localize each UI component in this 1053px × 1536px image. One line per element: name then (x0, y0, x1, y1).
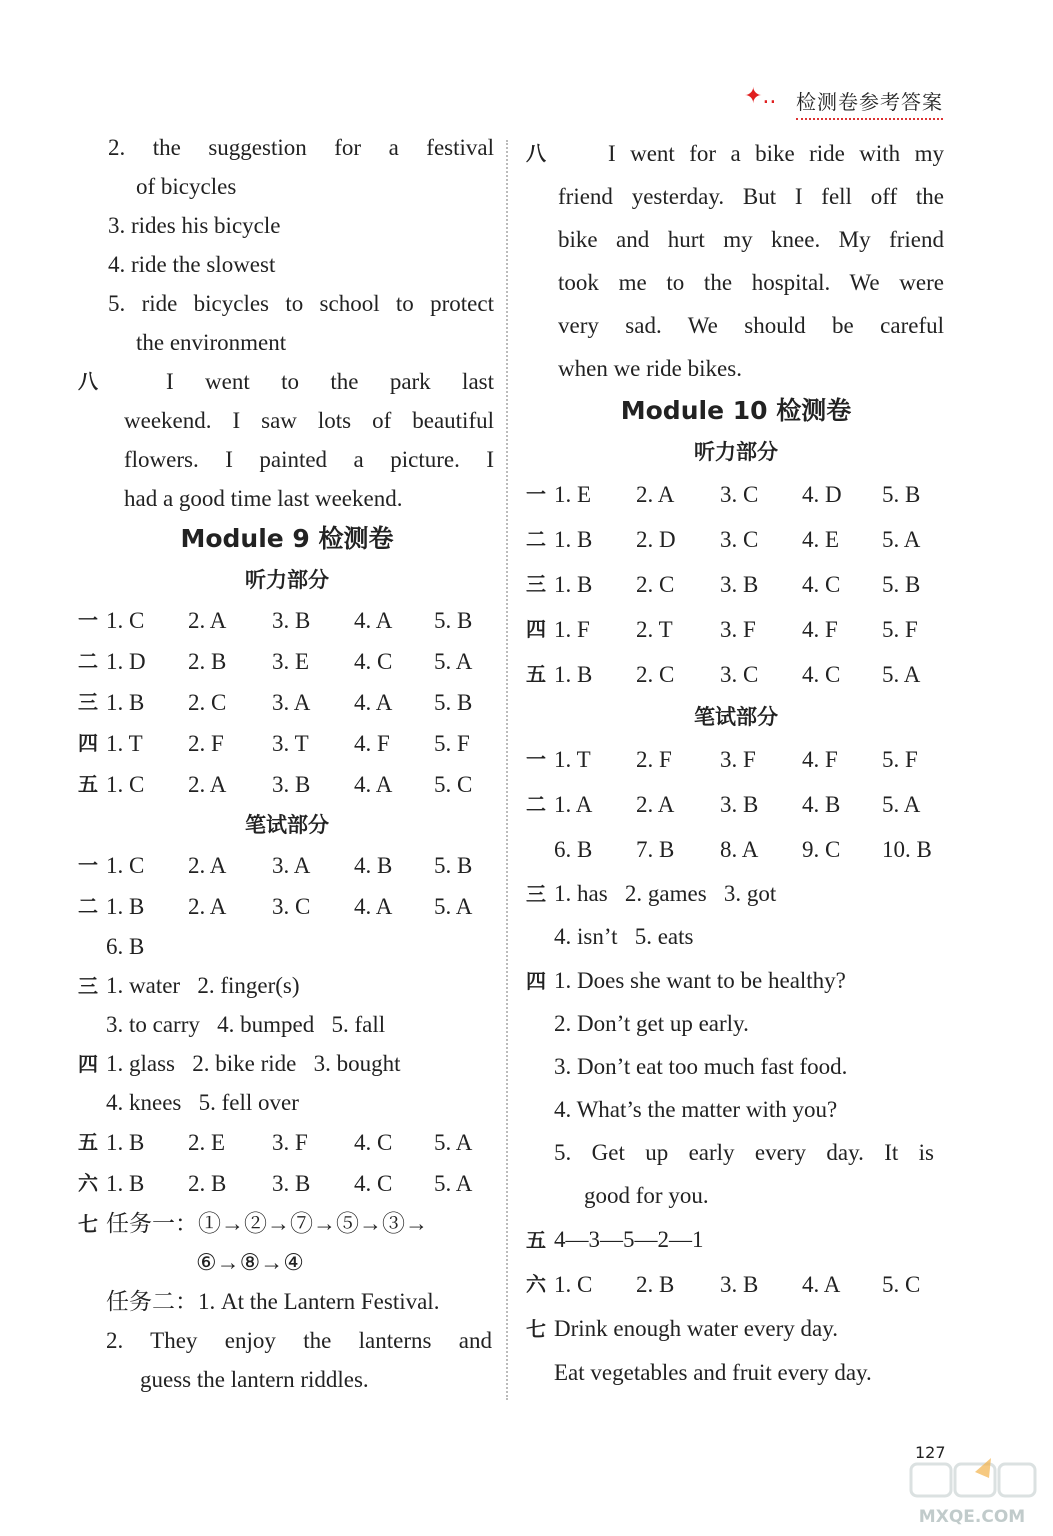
section-san (526, 872, 946, 915)
answer-row (78, 641, 496, 682)
answer: 1. C (106, 853, 145, 878)
paragraph-line: very sad. We should be careful (558, 313, 944, 338)
answer: 4. F (802, 617, 838, 642)
answer: 4. A (802, 1272, 841, 1297)
row-label: 三 (78, 690, 98, 714)
answer: 7. B (636, 837, 675, 862)
paragraph-line: when we ride bikes. (558, 356, 742, 381)
answer: 5. B (434, 853, 473, 878)
paragraph-line: friend yesterday. But I fell off the (558, 184, 944, 209)
task-two-answer: 2. They enjoy the lanterns and (106, 1328, 492, 1353)
answer-text: 1. glass 2. bike ride 3. bought (106, 1051, 401, 1076)
answer: 4. A (354, 772, 393, 797)
answer: 1. C (554, 1272, 593, 1297)
task-one-text: 任务一：①→②→⑦→⑤→③→ (106, 1211, 428, 1236)
answer: 3. B (272, 608, 311, 633)
row-label: 一 (526, 482, 546, 506)
section-wu (526, 1217, 946, 1262)
answer: 6. B (106, 934, 145, 959)
answer-text: good for you. (584, 1183, 709, 1208)
answer: 5. B (882, 482, 921, 507)
answer: 5. F (434, 731, 470, 756)
row-label: 三 (78, 974, 98, 998)
page-header-title: 检测卷参考答案 (796, 86, 943, 120)
answer: 1. A (554, 792, 593, 817)
answer: 5. A (434, 649, 473, 674)
row-label: 二 (526, 527, 546, 551)
section-label: 八 (526, 141, 546, 165)
answer-row (78, 1163, 496, 1204)
paragraph-line: bike and hurt my knee. My friend (558, 227, 944, 252)
row-label: 二 (78, 649, 98, 673)
answer-row (78, 886, 496, 927)
answer: 4. C (354, 649, 393, 674)
answer: 5. B (434, 608, 473, 633)
answer-line: 5. ride bicycles to school to protect (108, 291, 494, 316)
answer-line: of bicycles (136, 174, 237, 199)
answer: 3. A (272, 690, 311, 715)
answer: 2. B (188, 1171, 227, 1196)
row-label: 四 (78, 731, 98, 755)
answer-text: 4. What’s the matter with you? (554, 1097, 838, 1122)
row-label: 一 (526, 747, 546, 771)
answer: 3. F (272, 1130, 308, 1155)
row-label: 三 (526, 882, 546, 906)
answer: 2. B (188, 649, 227, 674)
answer: 1. B (554, 527, 593, 552)
answer: 2. A (188, 608, 227, 633)
answer: 5. F (882, 747, 918, 772)
answer: 9. C (802, 837, 841, 862)
answer: 4. D (802, 482, 842, 507)
answer: 2. E (188, 1130, 226, 1155)
writing-title: 笔试部分 (245, 813, 329, 837)
watermark-text: MXQE.COM (918, 1507, 1026, 1527)
answer-line: the environment (136, 330, 287, 355)
task-two-text: 任务二：1. At the Lantern Festival. (106, 1289, 440, 1314)
answer: 5. B (882, 572, 921, 597)
answer: 2. A (636, 482, 675, 507)
paragraph-line: I went for a bike ride with my (608, 141, 944, 166)
row-label: 五 (526, 1228, 546, 1252)
answer-text: 1. has 2. games 3. got (554, 881, 777, 906)
answer: 1. E (554, 482, 592, 507)
answer: 5. A (434, 894, 473, 919)
answer: 1. B (106, 1130, 145, 1155)
section-qi (78, 1204, 496, 1243)
section-qi (526, 1307, 946, 1351)
paragraph-line: weekend. I saw lots of beautiful (124, 408, 494, 433)
answer: 5. A (434, 1171, 473, 1196)
answer: 5. A (882, 792, 921, 817)
answer: 2. C (636, 662, 675, 687)
watermark-logo-icon (905, 1450, 1040, 1528)
answer-text: 4. isn’t 5. eats (554, 924, 694, 949)
answer-row (78, 600, 496, 641)
answer-row (78, 723, 496, 764)
row-label: 七 (78, 1212, 98, 1236)
answer: 3. C (720, 662, 759, 687)
answer: 3. B (272, 1171, 311, 1196)
answer: 5. F (882, 617, 918, 642)
column-divider (506, 140, 508, 1400)
answer: 4. E (802, 527, 840, 552)
answer-text: 1. Does she want to be healthy? (554, 968, 846, 993)
answer: 1. B (106, 894, 145, 919)
paragraph-line: I went to the park last (166, 369, 494, 394)
answer: 5. A (434, 1130, 473, 1155)
answer: 2. A (188, 894, 227, 919)
answer: 5. C (882, 1272, 921, 1297)
row-label: 六 (78, 1171, 98, 1195)
page-number: 127 (915, 1443, 946, 1462)
answer-row (78, 682, 496, 723)
answer: 1. C (106, 772, 145, 797)
listening-title: 听力部分 (694, 440, 778, 464)
answer: 3. A (272, 853, 311, 878)
answer: 4. C (354, 1171, 393, 1196)
row-label: 一 (78, 608, 98, 632)
row-label: 二 (78, 894, 98, 918)
answer: 3. C (720, 482, 759, 507)
answer: 3. C (720, 527, 759, 552)
answer-row (78, 764, 496, 805)
answer-text: 4—3—5—2—1 (554, 1227, 704, 1252)
answer-row (526, 737, 946, 782)
answer: 3. T (272, 731, 309, 756)
row-label: 四 (526, 969, 546, 993)
answer: 1. F (554, 617, 590, 642)
row-label: 六 (526, 1272, 546, 1296)
answer: 3. B (720, 572, 759, 597)
task-one-continued: ⑥→⑧→④ (196, 1250, 304, 1275)
answer: 4. C (802, 572, 841, 597)
row-label: 七 (526, 1317, 546, 1341)
answer-text: 3. Don’t eat too much fast food. (554, 1054, 848, 1079)
row-label: 五 (526, 662, 546, 686)
answer: 4. A (354, 608, 393, 633)
right-column (526, 132, 946, 1395)
module-title: Module 10 检测卷 (620, 396, 852, 425)
answer: 6. B (554, 837, 593, 862)
answer-text: 4. knees 5. fell over (106, 1090, 299, 1115)
answer-text: 2. Don’t get up early. (554, 1011, 749, 1036)
answer: 1. D (106, 649, 146, 674)
answer: 10. B (882, 837, 932, 862)
writing-title: 笔试部分 (694, 705, 778, 729)
task-two-answer-continued: guess the lantern riddles. (140, 1367, 369, 1392)
section-ba (78, 362, 496, 401)
module-title: Module 9 检测卷 (180, 524, 394, 553)
star-mark-icon: ✦.. (744, 84, 777, 109)
answer: 2. A (188, 772, 227, 797)
answer: 3. B (272, 772, 311, 797)
answer: 2. F (636, 747, 672, 772)
answer: 1. B (106, 1171, 145, 1196)
answer: 1. T (106, 731, 143, 756)
section-si (78, 1044, 496, 1083)
answer: 2. C (188, 690, 227, 715)
answer: 2. B (636, 1272, 675, 1297)
answer-row (526, 782, 946, 827)
answer: 1. B (554, 572, 593, 597)
row-label: 一 (78, 853, 98, 877)
answer-row (526, 1262, 946, 1307)
answer: 5. C (434, 772, 473, 797)
answer: 5. A (882, 662, 921, 687)
answer: 3. C (272, 894, 311, 919)
paragraph-line: took me to the hospital. We were (558, 270, 944, 295)
answer: 4. A (354, 690, 393, 715)
answer: 4. B (802, 792, 841, 817)
answer-line: 4. ride the slowest (108, 252, 276, 277)
listening-title: 听力部分 (245, 568, 329, 592)
section-san (78, 966, 496, 1005)
answer: 1. T (554, 747, 591, 772)
answer: 3. F (720, 617, 756, 642)
answer: 4. F (802, 747, 838, 772)
answer-row (526, 472, 946, 517)
answer: 2. T (636, 617, 673, 642)
row-label: 五 (78, 772, 98, 796)
answer-row (78, 845, 496, 886)
answer: 4. C (354, 1130, 393, 1155)
answer: 2. A (636, 792, 675, 817)
answer: 1. B (554, 662, 593, 687)
answer: 1. C (106, 608, 145, 633)
answer-row (526, 562, 946, 607)
answer: 3. F (720, 747, 756, 772)
left-column (78, 128, 496, 1399)
section-ba (526, 132, 946, 390)
answer: 5. A (882, 527, 921, 552)
answer: 4. B (354, 853, 393, 878)
answer: 4. F (354, 731, 390, 756)
answer-text: Drink enough water every day. (554, 1316, 838, 1341)
answer-text: 3. to carry 4. bumped 5. fall (106, 1012, 386, 1037)
answer: 8. A (720, 837, 759, 862)
answer-line: 2. the suggestion for a festival (108, 135, 494, 160)
row-label: 四 (78, 1052, 98, 1076)
section-si (526, 959, 946, 1002)
answer-row (526, 652, 946, 697)
answer-text: Eat vegetables and fruit every day. (554, 1360, 872, 1385)
answer: 2. A (188, 853, 227, 878)
answer: 4. C (802, 662, 841, 687)
answer-row (526, 517, 946, 562)
section-label: 八 (78, 369, 98, 393)
answer-text: 1. water 2. finger(s) (106, 973, 300, 998)
answer: 3. B (720, 1272, 759, 1297)
row-label: 五 (78, 1130, 98, 1154)
answer: 1. B (106, 690, 145, 715)
answer-row (526, 607, 946, 652)
answer: 4. A (354, 894, 393, 919)
answer: 5. B (434, 690, 473, 715)
row-label: 三 (526, 572, 546, 596)
answer: 2. D (636, 527, 676, 552)
paragraph-line: had a good time last weekend. (124, 486, 403, 511)
answer: 2. F (188, 731, 224, 756)
answer: 3. B (720, 792, 759, 817)
row-label: 四 (526, 617, 546, 641)
answer: 2. C (636, 572, 675, 597)
answer-row (78, 1122, 496, 1163)
answer-line: 3. rides his bicycle (108, 213, 281, 238)
answer-row (526, 827, 946, 872)
row-label: 二 (526, 792, 546, 816)
paragraph-line: flowers. I painted a picture. I (124, 447, 494, 472)
answer: 3. E (272, 649, 310, 674)
row-label (526, 827, 554, 872)
answer-text: 5. Get up early every day. It is (554, 1140, 934, 1165)
